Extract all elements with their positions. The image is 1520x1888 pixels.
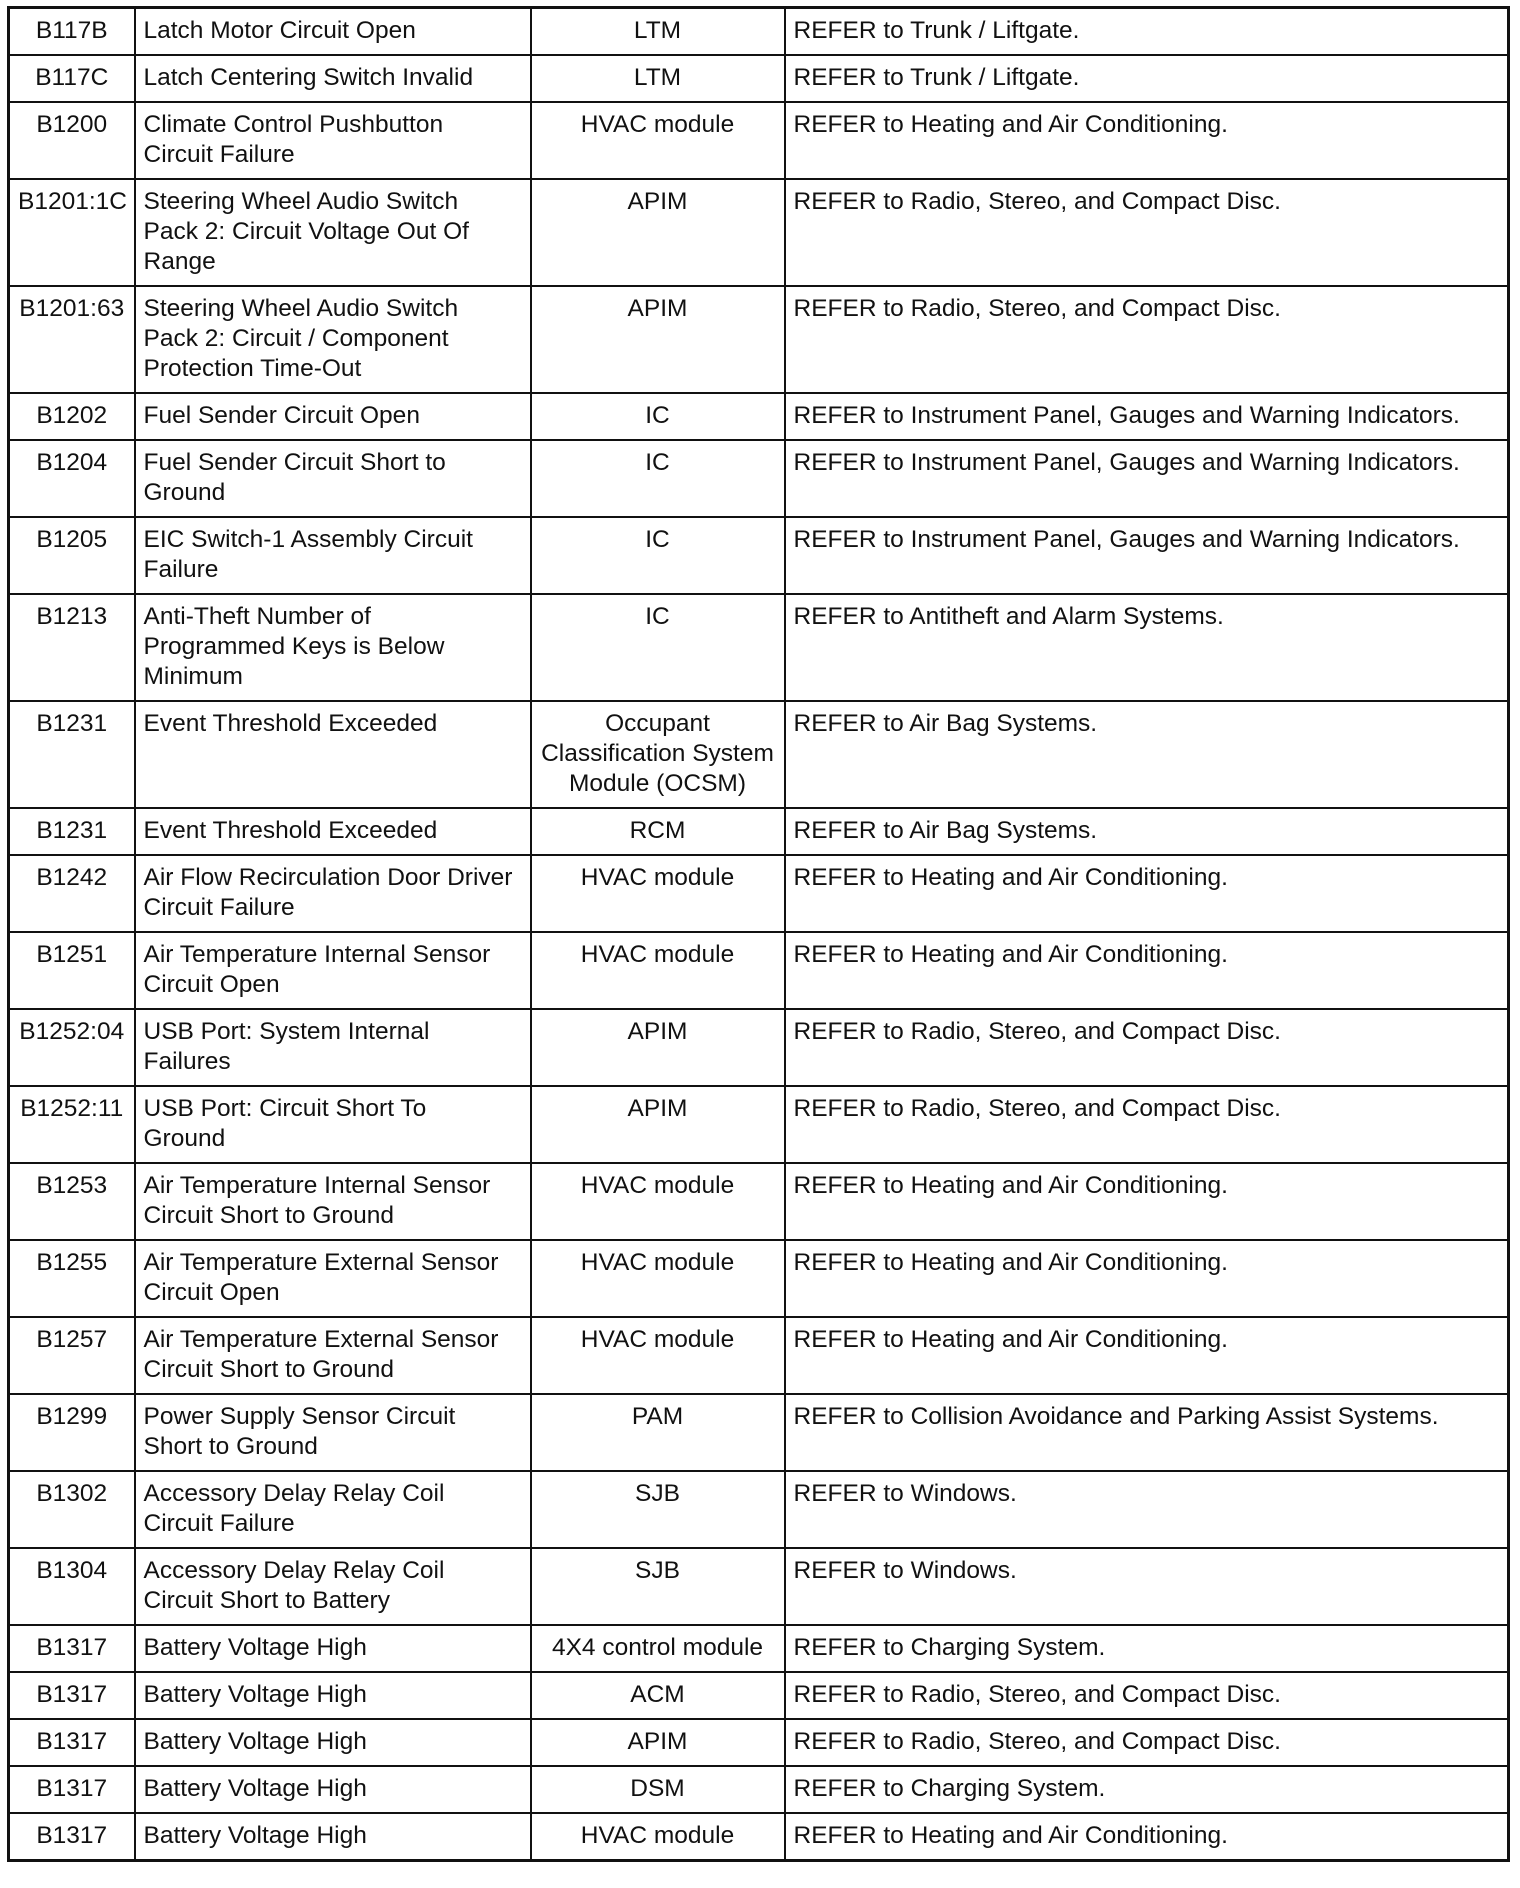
dtc-action-cell bbox=[785, 517, 1509, 594]
dtc-code-text: B1213 bbox=[36, 603, 108, 630]
dtc-description-text: USB Port: Circuit Short To Ground bbox=[143, 1095, 427, 1152]
dtc-module-cell bbox=[531, 440, 785, 517]
table-row bbox=[9, 55, 1509, 102]
dtc-action-text: REFER to Air Bag Systems. bbox=[793, 817, 1098, 844]
dtc-description-text: Air Temperature Internal Sensor Circuit Open bbox=[143, 941, 491, 998]
dtc-action-text: REFER to Heating and Air Conditioning. bbox=[793, 1822, 1228, 1849]
dtc-action-cell bbox=[785, 1672, 1509, 1719]
dtc-description-text: Latch Centering Switch Invalid bbox=[143, 64, 474, 91]
dtc-module-text: APIM bbox=[627, 188, 688, 215]
table-row bbox=[9, 1009, 1509, 1086]
dtc-module-cell bbox=[531, 1240, 785, 1317]
dtc-code-cell bbox=[9, 932, 135, 1009]
dtc-description-cell bbox=[135, 808, 531, 855]
dtc-description-cell bbox=[135, 1317, 531, 1394]
table-row bbox=[9, 1240, 1509, 1317]
dtc-action-text: REFER to Heating and Air Conditioning. bbox=[793, 111, 1228, 138]
dtc-module-text: IC bbox=[645, 449, 670, 476]
dtc-action-text: REFER to Instrument Panel, Gauges and Warning Indicators. bbox=[793, 449, 1460, 476]
dtc-module-cell bbox=[531, 8, 785, 56]
table-row bbox=[9, 440, 1509, 517]
dtc-description-cell bbox=[135, 1394, 531, 1471]
dtc-code-text: B1317 bbox=[36, 1822, 108, 1849]
dtc-code-cell bbox=[9, 808, 135, 855]
dtc-code-text: B1201:63 bbox=[19, 295, 125, 322]
dtc-code-cell bbox=[9, 179, 135, 286]
dtc-module-cell bbox=[531, 102, 785, 179]
dtc-action-cell bbox=[785, 1813, 1509, 1861]
dtc-module-text: IC bbox=[645, 402, 670, 429]
dtc-action-cell bbox=[785, 102, 1509, 179]
dtc-description-cell bbox=[135, 1471, 531, 1548]
dtc-code-cell bbox=[9, 1548, 135, 1625]
dtc-description-cell bbox=[135, 440, 531, 517]
dtc-module-cell bbox=[531, 1548, 785, 1625]
dtc-action-cell bbox=[785, 1719, 1509, 1766]
dtc-description-cell bbox=[135, 55, 531, 102]
dtc-code-cell bbox=[9, 393, 135, 440]
dtc-code-cell bbox=[9, 1317, 135, 1394]
table-row bbox=[9, 1548, 1509, 1625]
dtc-code-cell bbox=[9, 1009, 135, 1086]
dtc-description-text: Event Threshold Exceeded bbox=[143, 817, 438, 844]
dtc-description-text: Battery Voltage High bbox=[143, 1681, 367, 1708]
dtc-description-cell bbox=[135, 855, 531, 932]
dtc-module-text: Occupant Classification System Module (OCSM) bbox=[541, 710, 774, 797]
dtc-code-cell bbox=[9, 1086, 135, 1163]
dtc-code-text: B117C bbox=[35, 64, 109, 91]
dtc-module-cell bbox=[531, 1086, 785, 1163]
dtc-description-cell bbox=[135, 1719, 531, 1766]
dtc-action-text: REFER to Windows. bbox=[793, 1557, 1017, 1584]
dtc-module-text: SJB bbox=[635, 1480, 680, 1507]
dtc-code-text: B1317 bbox=[36, 1728, 108, 1755]
dtc-description-cell bbox=[135, 286, 531, 393]
dtc-module-cell bbox=[531, 1719, 785, 1766]
dtc-action-text: REFER to Radio, Stereo, and Compact Disc. bbox=[793, 188, 1281, 215]
dtc-module-cell bbox=[531, 1471, 785, 1548]
dtc-description-cell bbox=[135, 8, 531, 56]
dtc-code-cell bbox=[9, 1813, 135, 1861]
dtc-code-text: B1252:04 bbox=[19, 1018, 125, 1045]
dtc-action-text: REFER to Trunk / Liftgate. bbox=[793, 64, 1080, 91]
dtc-action-text: REFER to Instrument Panel, Gauges and Warning Indicators. bbox=[793, 402, 1460, 429]
dtc-code-text: B1205 bbox=[36, 526, 108, 553]
dtc-code-cell bbox=[9, 1471, 135, 1548]
dtc-module-cell bbox=[531, 1813, 785, 1861]
table-row bbox=[9, 517, 1509, 594]
dtc-action-cell bbox=[785, 1163, 1509, 1240]
dtc-action-text: REFER to Charging System. bbox=[793, 1775, 1106, 1802]
dtc-action-cell bbox=[785, 808, 1509, 855]
table-row bbox=[9, 102, 1509, 179]
dtc-action-cell bbox=[785, 55, 1509, 102]
dtc-code-cell bbox=[9, 440, 135, 517]
dtc-module-text: APIM bbox=[627, 1728, 688, 1755]
table-row bbox=[9, 701, 1509, 808]
dtc-code-text: B1231 bbox=[36, 710, 108, 737]
dtc-description-cell bbox=[135, 393, 531, 440]
dtc-action-cell bbox=[785, 393, 1509, 440]
dtc-code-cell bbox=[9, 594, 135, 701]
dtc-action-cell bbox=[785, 932, 1509, 1009]
dtc-action-text: REFER to Heating and Air Conditioning. bbox=[793, 1172, 1228, 1199]
dtc-module-text: HVAC module bbox=[580, 864, 735, 891]
dtc-action-text: REFER to Windows. bbox=[793, 1480, 1017, 1507]
dtc-module-text: IC bbox=[645, 603, 670, 630]
dtc-action-cell bbox=[785, 1086, 1509, 1163]
dtc-code-cell bbox=[9, 1163, 135, 1240]
dtc-module-cell bbox=[531, 179, 785, 286]
table-row bbox=[9, 1086, 1509, 1163]
dtc-module-text: APIM bbox=[627, 295, 688, 322]
table-row bbox=[9, 393, 1509, 440]
table-row bbox=[9, 1163, 1509, 1240]
dtc-table-body bbox=[9, 8, 1509, 1861]
dtc-description-text: Steering Wheel Audio Switch Pack 2: Circuit Voltage Out Of Range bbox=[143, 188, 469, 275]
table-row bbox=[9, 179, 1509, 286]
dtc-code-cell bbox=[9, 102, 135, 179]
dtc-code-cell bbox=[9, 1719, 135, 1766]
dtc-description-cell bbox=[135, 932, 531, 1009]
dtc-action-text: REFER to Instrument Panel, Gauges and Warning Indicators. bbox=[793, 526, 1460, 553]
dtc-action-text: REFER to Antitheft and Alarm Systems. bbox=[793, 603, 1224, 630]
dtc-module-text: HVAC module bbox=[580, 941, 735, 968]
table-row bbox=[9, 1394, 1509, 1471]
dtc-module-text: HVAC module bbox=[580, 111, 735, 138]
dtc-module-text: LTM bbox=[633, 64, 682, 91]
dtc-module-text: ACM bbox=[630, 1681, 685, 1708]
dtc-code-text: B1257 bbox=[36, 1326, 108, 1353]
dtc-code-cell bbox=[9, 286, 135, 393]
dtc-description-cell bbox=[135, 1672, 531, 1719]
dtc-module-cell bbox=[531, 1317, 785, 1394]
dtc-description-text: Accessory Delay Relay Coil Circuit Failure bbox=[143, 1480, 445, 1537]
dtc-module-text: HVAC module bbox=[580, 1249, 735, 1276]
dtc-module-cell bbox=[531, 855, 785, 932]
dtc-description-text: Anti-Theft Number of Programmed Keys is Below Minimum bbox=[143, 603, 445, 690]
dtc-description-text: Battery Voltage High bbox=[143, 1775, 367, 1802]
dtc-code-text: B1252:11 bbox=[20, 1095, 124, 1122]
dtc-code-cell bbox=[9, 55, 135, 102]
dtc-code-cell bbox=[9, 1394, 135, 1471]
dtc-action-cell bbox=[785, 855, 1509, 932]
dtc-code-text: B1317 bbox=[36, 1681, 108, 1708]
dtc-description-cell bbox=[135, 102, 531, 179]
dtc-code-cell bbox=[9, 855, 135, 932]
dtc-description-text: Fuel Sender Circuit Open bbox=[143, 402, 420, 429]
dtc-description-text: Accessory Delay Relay Coil Circuit Short to Battery bbox=[143, 1557, 445, 1614]
dtc-module-cell bbox=[531, 1672, 785, 1719]
table-row bbox=[9, 1317, 1509, 1394]
dtc-description-cell bbox=[135, 1625, 531, 1672]
dtc-action-text: REFER to Radio, Stereo, and Compact Disc. bbox=[793, 1018, 1281, 1045]
dtc-description-cell bbox=[135, 1548, 531, 1625]
dtc-description-text: Air Flow Recirculation Door Driver Circuit Failure bbox=[143, 864, 513, 921]
dtc-module-text: HVAC module bbox=[580, 1172, 735, 1199]
dtc-description-text: Battery Voltage High bbox=[143, 1728, 367, 1755]
dtc-code-text: B1204 bbox=[36, 449, 108, 476]
dtc-action-text: REFER to Radio, Stereo, and Compact Disc. bbox=[793, 295, 1281, 322]
dtc-module-text: LTM bbox=[633, 17, 682, 44]
table-row bbox=[9, 8, 1509, 56]
dtc-action-cell bbox=[785, 1766, 1509, 1813]
dtc-code-cell bbox=[9, 517, 135, 594]
table-row bbox=[9, 808, 1509, 855]
table-row bbox=[9, 932, 1509, 1009]
dtc-description-text: Battery Voltage High bbox=[143, 1634, 367, 1661]
dtc-module-text: 4X4 control module bbox=[551, 1634, 764, 1661]
dtc-code-text: B117B bbox=[35, 17, 108, 44]
dtc-action-cell bbox=[785, 701, 1509, 808]
dtc-code-text: B1201:1C bbox=[18, 188, 127, 215]
dtc-module-cell bbox=[531, 1163, 785, 1240]
dtc-description-cell bbox=[135, 1009, 531, 1086]
dtc-module-cell bbox=[531, 286, 785, 393]
table-row bbox=[9, 1672, 1509, 1719]
dtc-action-text: REFER to Radio, Stereo, and Compact Disc. bbox=[793, 1728, 1281, 1755]
dtc-module-cell bbox=[531, 808, 785, 855]
dtc-action-cell bbox=[785, 8, 1509, 56]
dtc-action-cell bbox=[785, 1625, 1509, 1672]
table-row bbox=[9, 855, 1509, 932]
dtc-module-cell bbox=[531, 393, 785, 440]
dtc-description-cell bbox=[135, 1766, 531, 1813]
table-row bbox=[9, 1813, 1509, 1861]
dtc-code-cell bbox=[9, 701, 135, 808]
dtc-description-cell bbox=[135, 1086, 531, 1163]
dtc-code-text: B1242 bbox=[36, 864, 108, 891]
dtc-action-cell bbox=[785, 286, 1509, 393]
dtc-module-text: RCM bbox=[629, 817, 686, 844]
dtc-module-cell bbox=[531, 701, 785, 808]
dtc-description-cell bbox=[135, 1163, 531, 1240]
dtc-module-cell bbox=[531, 1766, 785, 1813]
dtc-module-cell bbox=[531, 594, 785, 701]
dtc-action-text: REFER to Air Bag Systems. bbox=[793, 710, 1098, 737]
dtc-module-cell bbox=[531, 55, 785, 102]
dtc-description-cell bbox=[135, 179, 531, 286]
dtc-action-cell bbox=[785, 1317, 1509, 1394]
dtc-module-cell bbox=[531, 1394, 785, 1471]
dtc-table bbox=[7, 6, 1510, 1862]
dtc-action-cell bbox=[785, 1394, 1509, 1471]
dtc-description-text: Fuel Sender Circuit Short to Ground bbox=[143, 449, 446, 506]
dtc-description-text: Event Threshold Exceeded bbox=[143, 710, 438, 737]
dtc-description-text: Latch Motor Circuit Open bbox=[143, 17, 416, 44]
dtc-action-text: REFER to Collision Avoidance and Parking Assist Systems. bbox=[793, 1403, 1439, 1430]
dtc-action-cell bbox=[785, 440, 1509, 517]
dtc-description-text: Steering Wheel Audio Switch Pack 2: Circuit / Component Protection Time-Out bbox=[143, 295, 459, 382]
dtc-code-cell bbox=[9, 8, 135, 56]
dtc-module-text: APIM bbox=[627, 1095, 688, 1122]
dtc-code-cell bbox=[9, 1240, 135, 1317]
dtc-code-text: B1302 bbox=[36, 1480, 108, 1507]
table-row bbox=[9, 1471, 1509, 1548]
dtc-description-cell bbox=[135, 1240, 531, 1317]
dtc-action-text: REFER to Heating and Air Conditioning. bbox=[793, 1326, 1228, 1353]
dtc-description-text: Air Temperature Internal Sensor Circuit Short to Ground bbox=[143, 1172, 491, 1229]
dtc-description-cell bbox=[135, 517, 531, 594]
dtc-module-cell bbox=[531, 932, 785, 1009]
dtc-module-text: IC bbox=[645, 526, 670, 553]
dtc-code-text: B1231 bbox=[36, 817, 108, 844]
dtc-description-text: USB Port: System Internal Failures bbox=[143, 1018, 430, 1075]
dtc-action-text: REFER to Charging System. bbox=[793, 1634, 1106, 1661]
dtc-module-text: APIM bbox=[627, 1018, 688, 1045]
dtc-code-cell bbox=[9, 1766, 135, 1813]
dtc-description-cell bbox=[135, 594, 531, 701]
dtc-action-text: REFER to Trunk / Liftgate. bbox=[793, 17, 1080, 44]
dtc-code-text: B1200 bbox=[36, 111, 108, 138]
dtc-code-text: B1299 bbox=[36, 1403, 108, 1430]
dtc-action-text: REFER to Heating and Air Conditioning. bbox=[793, 941, 1228, 968]
dtc-module-text: HVAC module bbox=[580, 1822, 735, 1849]
table-row bbox=[9, 1625, 1509, 1672]
dtc-module-cell bbox=[531, 1625, 785, 1672]
table-row bbox=[9, 594, 1509, 701]
dtc-action-cell bbox=[785, 1009, 1509, 1086]
table-row bbox=[9, 1766, 1509, 1813]
dtc-action-cell bbox=[785, 1240, 1509, 1317]
dtc-action-cell bbox=[785, 1548, 1509, 1625]
dtc-code-text: B1202 bbox=[36, 402, 108, 429]
dtc-module-text: DSM bbox=[630, 1775, 685, 1802]
dtc-module-text: PAM bbox=[631, 1403, 684, 1430]
dtc-module-cell bbox=[531, 517, 785, 594]
dtc-code-text: B1304 bbox=[36, 1557, 108, 1584]
table-row bbox=[9, 286, 1509, 393]
dtc-action-text: REFER to Radio, Stereo, and Compact Disc. bbox=[793, 1095, 1281, 1122]
dtc-description-text: EIC Switch-1 Assembly Circuit Failure bbox=[143, 526, 473, 583]
dtc-code-text: B1255 bbox=[36, 1249, 108, 1276]
dtc-module-text: SJB bbox=[635, 1557, 680, 1584]
dtc-action-cell bbox=[785, 594, 1509, 701]
dtc-action-cell bbox=[785, 179, 1509, 286]
dtc-description-cell bbox=[135, 1813, 531, 1861]
dtc-description-text: Climate Control Pushbutton Circuit Failure bbox=[143, 111, 444, 168]
dtc-code-text: B1317 bbox=[36, 1775, 108, 1802]
dtc-code-cell bbox=[9, 1672, 135, 1719]
dtc-code-text: B1317 bbox=[36, 1634, 108, 1661]
dtc-description-text: Power Supply Sensor Circuit Short to Ground bbox=[143, 1403, 456, 1460]
dtc-description-text: Battery Voltage High bbox=[143, 1822, 367, 1849]
dtc-action-text: REFER to Radio, Stereo, and Compact Disc. bbox=[793, 1681, 1281, 1708]
dtc-description-text: Air Temperature External Sensor Circuit Short to Ground bbox=[143, 1326, 499, 1383]
dtc-code-text: B1253 bbox=[36, 1172, 108, 1199]
dtc-action-text: REFER to Heating and Air Conditioning. bbox=[793, 864, 1228, 891]
table-row bbox=[9, 1719, 1509, 1766]
dtc-action-cell bbox=[785, 1471, 1509, 1548]
dtc-action-text: REFER to Heating and Air Conditioning. bbox=[793, 1249, 1228, 1276]
dtc-module-text: HVAC module bbox=[580, 1326, 735, 1353]
dtc-description-text: Air Temperature External Sensor Circuit Open bbox=[143, 1249, 499, 1306]
dtc-code-cell bbox=[9, 1625, 135, 1672]
dtc-description-cell bbox=[135, 701, 531, 808]
dtc-code-text: B1251 bbox=[36, 941, 108, 968]
dtc-module-cell bbox=[531, 1009, 785, 1086]
